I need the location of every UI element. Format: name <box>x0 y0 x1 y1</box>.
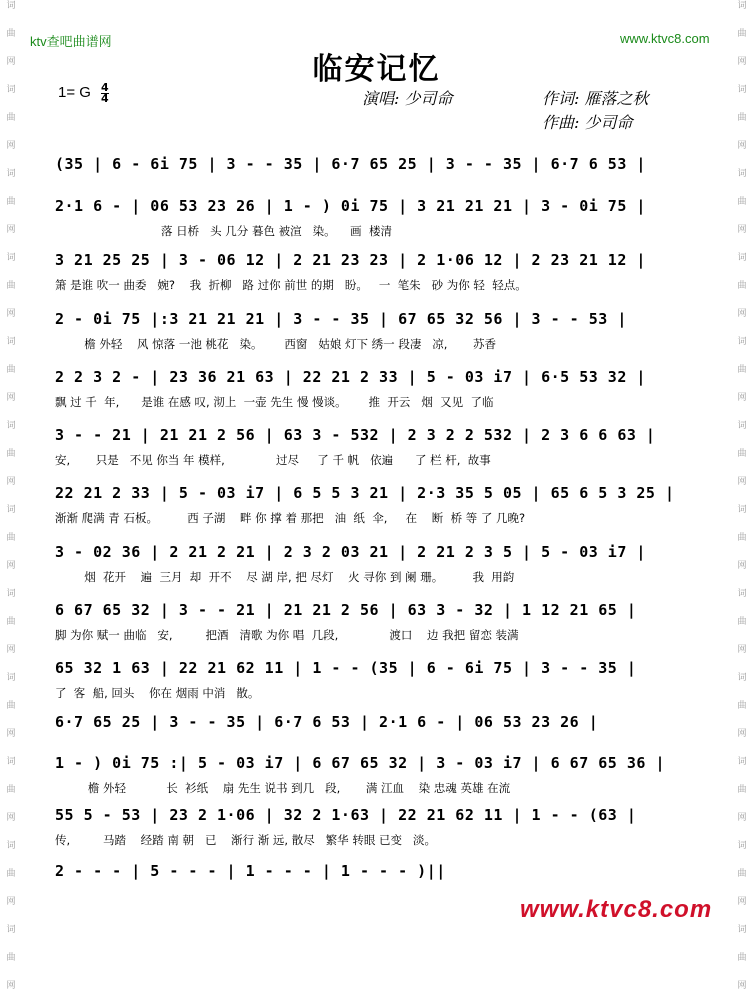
score-row <box>55 426 695 482</box>
watermark-char: 词 <box>6 841 16 851</box>
lyric-line: 了 客 船, 回头 你在 烟雨 中消 散。 <box>55 686 260 700</box>
watermark-char: 词 <box>6 85 16 95</box>
score-row <box>55 659 695 715</box>
watermark-char: 词 <box>737 421 747 431</box>
watermark-char: 曲 <box>6 701 16 711</box>
watermark-right <box>735 0 749 991</box>
notation-line: 2 - 0i 75 |:3 21 21 21 | 3 - - 35 | 67 65 32 56 | 3 - - 53 | <box>55 310 627 328</box>
watermark-char: 曲 <box>6 617 16 627</box>
lyric-line: 传, 马踏 经踏 南 朝 已 渐行 渐 远, 散尽 繁华 转眼 已变 淡。 <box>55 833 436 847</box>
watermark-char: 曲 <box>737 701 747 711</box>
score-row <box>55 368 695 424</box>
lyric-line: 落 日桥 头 几分 暮色 被渲 染。 画 楼清 <box>55 224 392 238</box>
watermark-char: 网 <box>6 309 16 319</box>
watermark-char: 网 <box>6 57 16 67</box>
watermark-char: 曲 <box>6 533 16 543</box>
watermark-char: 词 <box>6 673 16 683</box>
watermark-char: 曲 <box>737 197 747 207</box>
watermark-char: 曲 <box>6 869 16 879</box>
score-row <box>55 197 695 253</box>
watermark-char: 曲 <box>737 365 747 375</box>
notation-line: 55 5 - 53 | 23 2 1·06 | 32 2 1·63 | 22 21 62 11 | 1 - - (63 | <box>55 806 637 824</box>
notation-line: 1 - ) 0i 75 :| 5 - 03 i7 | 6 67 65 32 | 3 - 03 i7 | 6 67 65 36 | <box>55 754 665 772</box>
watermark-char: 网 <box>6 981 16 991</box>
watermark-char: 曲 <box>737 449 747 459</box>
watermark-char: 曲 <box>737 533 747 543</box>
lyric-line: 渐渐 爬满 青 石板。 西 子湖 畔 你 撑 着 那把 油 纸 伞, 在 断 桥 等 了 几晚? <box>55 511 526 525</box>
lyricist-credit: 作词: 雁落之秋 <box>542 89 649 108</box>
score-row <box>55 484 695 540</box>
song-title: 临安记忆 <box>312 52 441 87</box>
notation-line: 22 21 2 33 | 5 - 03 i7 | 6 5 5 3 21 | 2·3 35 5 05 | 65 6 5 3 25 | <box>55 484 675 502</box>
watermark-char: 网 <box>6 897 16 907</box>
lyric-line: 箫 是谁 吹一 曲委 婉? 我 折柳 路 过你 前世 的期 盼。 一 笔朱 砂 为你 轻 轻点。 <box>55 278 527 292</box>
watermark-char: 网 <box>737 225 747 235</box>
watermark-char: 网 <box>6 561 16 571</box>
time-signature <box>101 83 109 104</box>
score-row <box>55 601 695 657</box>
watermark-char: 词 <box>737 337 747 347</box>
watermark-char: 网 <box>737 897 747 907</box>
watermark-char: 词 <box>737 757 747 767</box>
notation-line: 2·1 6 - | 06 53 23 26 | 1 - ) 0i 75 | 3 21 21 21 | 3 - 0i 75 | <box>55 197 646 215</box>
watermark-char: 网 <box>737 309 747 319</box>
notation-line: 65 32 1 63 | 22 21 62 11 | 1 - - (35 | 6 - 6i 75 | 3 - - 35 | <box>55 659 637 677</box>
notation-line: 6·7 65 25 | 3 - - 35 | 6·7 6 53 | 2·1 6 - | 06 53 23 26 | <box>55 713 599 731</box>
score-row <box>55 806 695 862</box>
watermark-char: 网 <box>6 645 16 655</box>
watermark-char: 曲 <box>737 953 747 963</box>
watermark-char: 网 <box>6 813 16 823</box>
footer-url-text: www.ktvc8.com <box>520 896 713 923</box>
watermark-char: 网 <box>6 729 16 739</box>
notation-line: 6 67 65 32 | 3 - - 21 | 21 21 2 56 | 63 3 - 32 | 1 12 21 65 | <box>55 601 637 619</box>
watermark-char: 词 <box>737 589 747 599</box>
watermark-char: 曲 <box>6 281 16 291</box>
watermark-char: 曲 <box>6 785 16 795</box>
lyric-line: 飘 过 千 年, 是谁 在感 叹, 沏上 一壶 先生 慢 慢谈。 推 开云 烟 又见 了临 <box>55 395 494 409</box>
watermark-char: 网 <box>6 141 16 151</box>
meter-bottom: 4 <box>101 92 109 105</box>
lyric-line: 安, 只是 不见 你当 年 模样, 过尽 了 千 帆 依遍 了 栏 杆, 故事 <box>55 453 491 467</box>
notation-line: 3 - 02 36 | 2 21 2 21 | 2 3 2 03 21 | 2 21 2 3 5 | 5 - 03 i7 | <box>55 543 646 561</box>
watermark-char: 曲 <box>6 113 16 123</box>
watermark-char: 词 <box>737 673 747 683</box>
watermark-char: 曲 <box>737 113 747 123</box>
watermark-char: 词 <box>737 253 747 263</box>
watermark-char: 网 <box>6 225 16 235</box>
watermark-char: 词 <box>737 169 747 179</box>
watermark-char: 网 <box>737 981 747 991</box>
watermark-char: 网 <box>737 561 747 571</box>
key-signature: 1= G <box>58 84 91 101</box>
watermark-char: 词 <box>6 757 16 767</box>
score-row <box>55 754 695 810</box>
lyric-line: 脚 为你 赋一 曲临 安, 把酒 清歌 为你 唱 几段, 渡口 边 我把 留恋 装满 <box>55 628 519 642</box>
site-name-left: ktv查吧曲谱网 <box>30 34 112 49</box>
score-row <box>55 310 695 366</box>
lyric-line: 檐 外轻 长 衫纸 扇 先生 说书 到几 段, 满 江血 染 忠魂 英雄 在流 <box>55 781 511 795</box>
watermark-char: 词 <box>6 169 16 179</box>
watermark-char: 网 <box>737 729 747 739</box>
watermark-char: 网 <box>737 393 747 403</box>
watermark-char: 曲 <box>737 785 747 795</box>
watermark-char: 词 <box>6 421 16 431</box>
footer-logo-url <box>520 896 712 924</box>
watermark-char: 曲 <box>6 29 16 39</box>
watermark-char: 曲 <box>737 869 747 879</box>
singer-credit: 演唱: 少司命 <box>362 89 453 108</box>
watermark-char: 曲 <box>6 449 16 459</box>
watermark-char: 曲 <box>6 197 16 207</box>
notation-line: 2 2 3 2 - | 23 36 21 63 | 22 21 2 33 | 5 - 03 i7 | 6·5 53 32 | <box>55 368 646 386</box>
watermark-char: 曲 <box>737 29 747 39</box>
notation-line: 3 - - 21 | 21 21 2 56 | 63 3 - 532 | 2 3 2 2 532 | 2 3 6 6 63 | <box>55 426 656 444</box>
watermark-char: 曲 <box>737 281 747 291</box>
site-url-right: www.ktvc8.com <box>620 31 710 46</box>
watermark-char: 词 <box>6 1 16 11</box>
watermark-char: 词 <box>6 925 16 935</box>
watermark-char: 词 <box>6 253 16 263</box>
score-row <box>55 251 695 307</box>
watermark-char: 词 <box>6 505 16 515</box>
watermark-char: 曲 <box>737 617 747 627</box>
watermark-char: 词 <box>6 589 16 599</box>
notation-line: 2 - - - | 5 - - - | 1 - - - | 1 - - - )|| <box>55 862 446 880</box>
meter-top: 4 <box>101 81 109 94</box>
watermark-char: 词 <box>737 1 747 11</box>
score-row <box>55 543 695 599</box>
lyric-line: 檐 外轻 风 惊落 一池 桃花 染。 西窗 姑娘 灯下 绣一 段凄 凉, 苏香 <box>55 337 497 351</box>
watermark-left <box>4 0 18 991</box>
watermark-char: 词 <box>737 505 747 515</box>
watermark-char: 词 <box>6 337 16 347</box>
notation-line: (35 | 6 - 6i 75 | 3 - - 35 | 6·7 65 25 | 3 - - 35 | 6·7 6 53 | <box>55 155 646 173</box>
watermark-char: 词 <box>737 841 747 851</box>
watermark-char: 曲 <box>6 365 16 375</box>
watermark-char: 词 <box>737 925 747 935</box>
watermark-char: 网 <box>737 645 747 655</box>
watermark-char: 网 <box>6 393 16 403</box>
watermark-char: 网 <box>737 813 747 823</box>
watermark-char: 网 <box>737 57 747 67</box>
watermark-char: 词 <box>737 85 747 95</box>
notation-line: 3 21 25 25 | 3 - 06 12 | 2 21 23 23 | 2 1·06 12 | 2 23 21 12 | <box>55 251 646 269</box>
watermark-char: 网 <box>737 477 747 487</box>
lyric-line: 烟 花开 遍 三月 却 开不 尽 湖 岸, 把 尽灯 火 寻你 到 阑 珊。 我 用韵 <box>55 570 515 584</box>
composer-credit: 作曲: 少司命 <box>542 113 633 132</box>
watermark-char: 网 <box>6 477 16 487</box>
watermark-char: 曲 <box>6 953 16 963</box>
watermark-char: 网 <box>737 141 747 151</box>
